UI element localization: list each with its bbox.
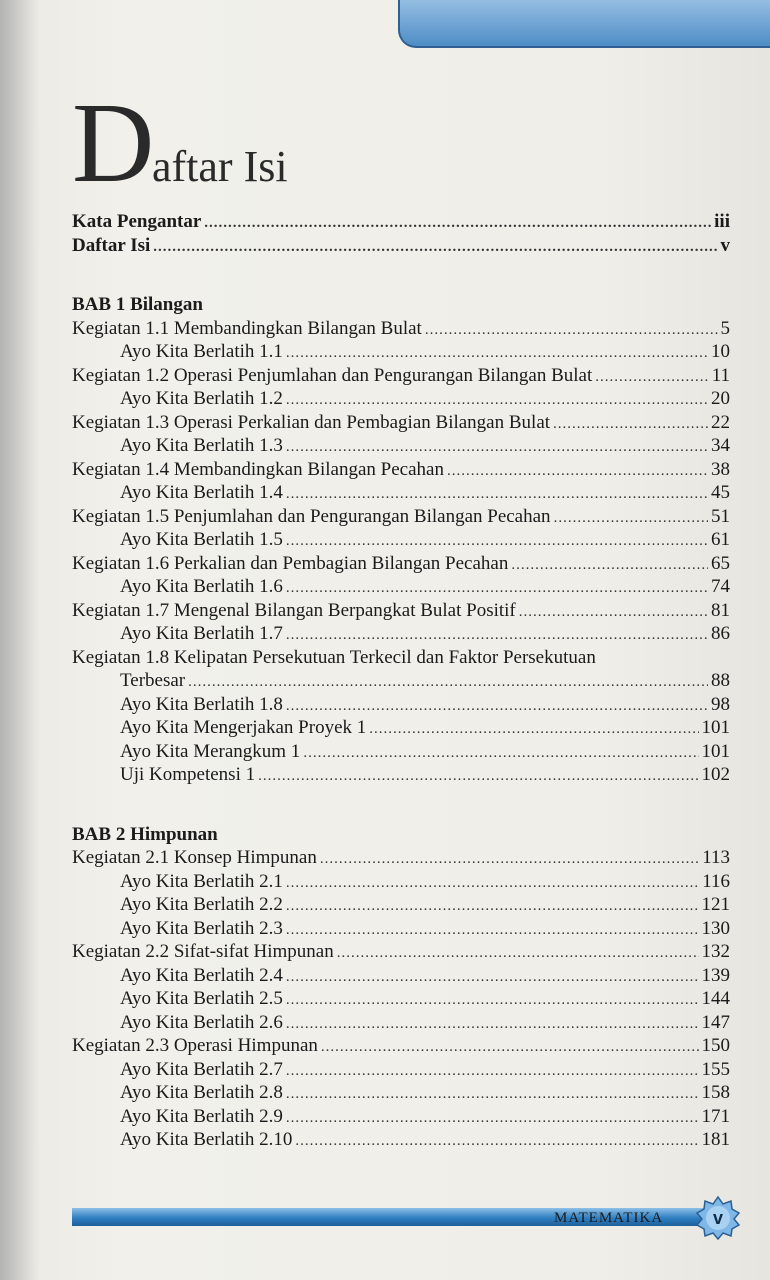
title-text: aftar Isi [152, 142, 288, 191]
chapter-heading: BAB 1 Bilangan [72, 294, 203, 315]
dot-leader [337, 942, 699, 966]
dot-leader [286, 1083, 699, 1107]
toc-entry-page: 132 [701, 941, 730, 962]
toc-subentry [72, 870, 730, 894]
dot-leader [286, 483, 708, 507]
toc-subentry [72, 763, 730, 787]
toc-entry [72, 1034, 730, 1058]
toc-entry-page: 86 [711, 623, 730, 644]
toc-entry [72, 411, 730, 435]
toc-entry-label: Kegiatan 1.1 Membandingkan Bilangan Bulat [72, 317, 422, 339]
toc-subentry [72, 1011, 730, 1035]
toc-subentry [72, 740, 730, 764]
toc-subentry [72, 917, 730, 941]
toc-subentry [72, 987, 730, 1011]
toc-entry-page: 11 [711, 364, 730, 386]
chapter-2 [72, 823, 730, 1152]
toc-entry-label: Ayo Kita Berlatih 1.3 [120, 435, 283, 456]
footer-subject: MATEMATIKA [554, 1210, 664, 1226]
chapter-heading: BAB 2 Himpunan [72, 823, 218, 845]
dot-leader [286, 895, 699, 919]
toc-entry-label: Kegiatan 1.3 Operasi Perkalian dan Pembagian Bilangan Bulat [72, 411, 551, 433]
dot-leader [425, 319, 718, 343]
toc-entry-page: 101 [701, 717, 730, 738]
toc-subentry [72, 693, 730, 717]
toc-entry-label: Ayo Kita Berlatih 2.5 [120, 988, 283, 1009]
toc-entry-label: Ayo Kita Berlatih 2.10 [120, 1129, 293, 1150]
dot-leader [553, 413, 708, 437]
toc-entry-label: Ayo Kita Merangkum 1 [120, 740, 301, 762]
dot-leader [286, 342, 708, 366]
toc-entry-label: Ayo Kita Berlatih 2.3 [120, 917, 283, 939]
toc-entry [72, 599, 730, 623]
toc-entry-label: Kata Pengantar [72, 211, 202, 232]
toc-entry-label: Ayo Kita Berlatih 2.7 [120, 1058, 283, 1080]
toc-entry-label: Ayo Kita Berlatih 2.8 [120, 1082, 283, 1103]
toc-subentry [72, 669, 730, 693]
dot-leader [511, 554, 708, 578]
toc-entry-label: Ayo Kita Berlatih 2.2 [120, 894, 283, 915]
toc-entry-label: Ayo Kita Berlatih 2.4 [120, 964, 283, 986]
toc-entry-page: 81 [711, 599, 730, 621]
table-of-contents [72, 210, 730, 1152]
toc-entry-label: Kegiatan 1.4 Membandingkan Bilangan Pecahan [72, 458, 444, 480]
dot-leader [286, 1107, 699, 1131]
dot-leader [286, 577, 708, 601]
dot-leader [188, 671, 708, 695]
toc-entry-label: Ayo Kita Berlatih 1.5 [120, 529, 283, 550]
dot-leader [286, 919, 699, 943]
toc-subentry [72, 1105, 730, 1129]
toc-entry-label: Kegiatan 1.7 Mengenal Bilangan Berpangkat Bulat Positif [72, 599, 516, 621]
front-matter-entry [72, 210, 730, 234]
page-number: v [712, 1208, 723, 1228]
toc-subentry [72, 1081, 730, 1105]
dot-leader [153, 236, 717, 260]
dot-leader [295, 1130, 698, 1154]
toc-entry-label: Kegiatan 2.3 Operasi Himpunan [72, 1035, 318, 1056]
dot-leader [519, 601, 708, 625]
toc-entry [72, 317, 730, 341]
toc-entry [72, 458, 730, 482]
toc-entry-page: 45 [711, 482, 730, 503]
dot-leader [286, 1013, 699, 1037]
toc-entry-page: 61 [711, 529, 730, 550]
toc-entry-page: 65 [711, 552, 730, 574]
toc-entry-label: Ayo Kita Berlatih 1.2 [120, 388, 283, 409]
toc-entry-page: 102 [701, 764, 730, 785]
toc-entry [72, 552, 730, 576]
toc-subentry [72, 716, 730, 740]
dot-leader [204, 212, 711, 236]
dot-leader [595, 366, 708, 390]
toc-entry-label: Kegiatan 1.2 Operasi Penjumlahan dan Pengurangan Bilangan Bulat [72, 364, 593, 386]
dot-leader [554, 507, 708, 531]
toc-entry-label: Ayo Kita Mengerjakan Proyek 1 [120, 717, 367, 738]
toc-entry-label: Kegiatan 1.8 Kelipatan Persekutuan Terkecil dan Faktor Persekutuan [72, 646, 596, 668]
front-matter-entry [72, 234, 730, 258]
toc-entry-page: 155 [701, 1058, 730, 1080]
toc-entry-page: 144 [701, 988, 730, 1009]
toc-entry-label: Ayo Kita Berlatih 2.9 [120, 1105, 283, 1127]
dot-leader [286, 872, 699, 896]
toc-entry-page: 116 [702, 870, 730, 892]
toc-entry-label: Ayo Kita Berlatih 1.8 [120, 693, 283, 715]
page-gutter-shadow [0, 0, 40, 1280]
dot-leader [286, 436, 708, 460]
toc-entry-page: 51 [711, 505, 730, 527]
toc-entry-label: Ayo Kita Berlatih 1.1 [120, 341, 283, 362]
toc-entry-page: 98 [711, 693, 730, 715]
front-matter [72, 210, 730, 257]
toc-subentry [72, 1058, 730, 1082]
toc-entry-page: 34 [711, 435, 730, 456]
toc-entry [72, 505, 730, 529]
toc-subentry [72, 622, 730, 646]
toc-entry-page: 181 [701, 1129, 730, 1150]
toc-entry-label: Ayo Kita Berlatih 1.7 [120, 623, 283, 644]
dot-leader [303, 742, 698, 766]
toc-subentry [72, 481, 730, 505]
toc-entry [72, 940, 730, 964]
toc-subentry [72, 434, 730, 458]
dot-leader [286, 530, 708, 554]
toc-subentry [72, 575, 730, 599]
dot-leader [320, 848, 699, 872]
dot-leader [447, 460, 708, 484]
toc-entry-label: Ayo Kita Berlatih 1.6 [120, 576, 283, 597]
header-tab [398, 0, 770, 48]
toc-entry-page: 74 [711, 576, 730, 597]
toc-entry [72, 846, 730, 870]
dot-leader [286, 624, 708, 648]
toc-entry [72, 646, 730, 670]
toc-entry-page: 171 [701, 1105, 730, 1127]
toc-entry-label: Ayo Kita Berlatih 2.1 [120, 870, 283, 892]
toc-entry-page: 121 [701, 894, 730, 915]
toc-entry-page: 158 [701, 1082, 730, 1103]
dot-leader [369, 718, 698, 742]
dot-leader [286, 989, 699, 1013]
toc-entry-label: Kegiatan 1.6 Perkalian dan Pembagian Bilangan Pecahan [72, 552, 509, 574]
toc-entry-label: Uji Kompetensi 1 [120, 764, 256, 785]
title-drop-letter: D [72, 79, 155, 206]
toc-entry-page: 10 [711, 341, 730, 362]
toc-entry-page: 147 [701, 1011, 730, 1033]
dot-leader [258, 765, 698, 789]
toc-subentry [72, 528, 730, 552]
toc-entry-label: Kegiatan 1.5 Penjumlahan dan Pengurangan Bilangan Pecahan [72, 505, 551, 527]
toc-entry-page: 139 [701, 964, 730, 986]
toc-entry-page: 88 [711, 670, 730, 691]
toc-entry-label: Daftar Isi [72, 234, 151, 256]
toc-entry-page: 5 [720, 317, 730, 339]
dot-leader [286, 966, 699, 990]
dot-leader [286, 389, 708, 413]
toc-entry-page: 20 [711, 388, 730, 409]
toc-entry-label: Ayo Kita Berlatih 2.6 [120, 1011, 283, 1033]
toc-entry-label: Terbesar [120, 670, 186, 691]
chapter-1 [72, 293, 730, 787]
toc-entry-page: 22 [711, 411, 730, 433]
toc-entry-page: 150 [701, 1035, 730, 1056]
toc-entry-label: Kegiatan 2.1 Konsep Himpunan [72, 847, 317, 868]
toc-entry-page: iii [714, 211, 730, 232]
toc-entry-page: v [720, 234, 730, 256]
toc-subentry [72, 964, 730, 988]
dot-leader [286, 695, 708, 719]
toc-entry-label: Kegiatan 2.2 Sifat-sifat Himpunan [72, 941, 334, 962]
toc-entry-page: 113 [702, 847, 730, 868]
toc-entry-page: 130 [701, 917, 730, 939]
toc-entry [72, 364, 730, 388]
toc-entry-label: Ayo Kita Berlatih 1.4 [120, 482, 283, 503]
dot-leader [286, 1060, 699, 1084]
toc-subentry [72, 893, 730, 917]
toc-subentry [72, 387, 730, 411]
toc-subentry [72, 340, 730, 364]
toc-subentry [72, 1128, 730, 1152]
toc-entry-page: 38 [711, 458, 730, 480]
dot-leader [321, 1036, 699, 1060]
toc-entry-page: 101 [701, 740, 730, 762]
